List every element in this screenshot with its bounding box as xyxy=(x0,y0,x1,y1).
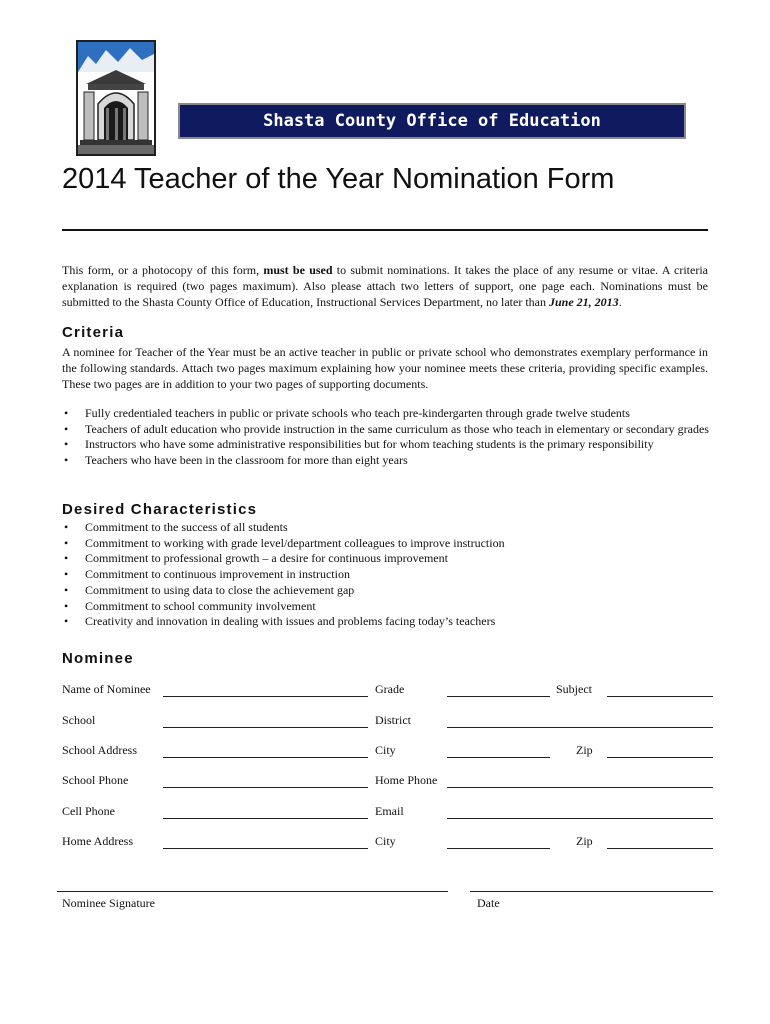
list-item: • Fully credentialed teachers in public or private schools who teach pre-kindergarten through grade twelve students xyxy=(64,406,630,420)
email-label: Email xyxy=(375,804,404,818)
school-label: School xyxy=(62,713,96,727)
list-item: • Creativity and innovation in dealing with issues and problems facing today’s teachers xyxy=(64,614,496,629)
list-item: • Commitment to using data to close the achievement gap xyxy=(64,582,355,597)
zip-label: Zip xyxy=(576,834,593,848)
criteria-heading: Criteria xyxy=(62,324,125,341)
list-item: • Teachers of adult education who provide instruction in the same curriculum as those who teach in elementary or secondary grades xyxy=(64,421,709,436)
email-field[interactable] xyxy=(447,818,713,819)
zip-field[interactable] xyxy=(607,848,713,849)
home-address-field[interactable] xyxy=(163,848,368,849)
city-label: City xyxy=(375,834,396,848)
soe-building-logo xyxy=(76,40,156,156)
school-phone-label: School Phone xyxy=(62,773,129,787)
city-label: City xyxy=(375,743,396,757)
characteristics-heading: Desired Characteristics xyxy=(62,501,258,518)
city-field[interactable] xyxy=(447,757,550,758)
grade-label: Grade xyxy=(375,682,405,696)
criteria-list xyxy=(62,406,712,469)
list-item: • Teachers who have been in the classroom for more than eight years xyxy=(64,453,408,468)
signature-field[interactable] xyxy=(57,891,448,892)
organization-banner: Shasta County Office of Education xyxy=(178,103,686,139)
home-phone-label: Home Phone xyxy=(375,773,438,787)
deadline-date: June 21, 2013 xyxy=(549,295,619,309)
school-address-label: School Address xyxy=(62,743,137,757)
date-field[interactable] xyxy=(470,891,713,892)
characteristics-list xyxy=(62,520,712,630)
signature-label: Nominee Signature xyxy=(62,896,155,910)
cell-phone-field[interactable] xyxy=(163,818,368,819)
school-address-field[interactable] xyxy=(163,757,368,758)
nominee-heading: Nominee xyxy=(62,650,134,667)
date-label: Date xyxy=(477,896,500,910)
school-phone-field[interactable] xyxy=(163,787,368,788)
title-divider xyxy=(62,229,708,231)
cell-phone-label: Cell Phone xyxy=(62,804,115,818)
zip-field[interactable] xyxy=(607,757,713,758)
subject-field[interactable] xyxy=(607,696,713,697)
intro-paragraph: This form, or a photocopy of this form, must be used to submit nominations. It takes the place of any resume or vitae. A criteria explanation is required (two pages maximum). Also please attach two letters of support, one page each. Nominations must be submitted to the Shasta County Office of Education, Instructional Services Department, no later than June 21, 2013. xyxy=(62,263,708,309)
district-field[interactable] xyxy=(447,727,713,728)
page-title: 2014 Teacher of the Year Nomination Form xyxy=(62,163,615,195)
criteria-text: A nominee for Teacher of the Year must be an active teacher in public or private school who demonstrates exemplary performance in the following standards. Attach two pages maximum explaining how your nominee meets these criteria, providing specific examples. These two pages are in addition to your two pages of supporting documents. xyxy=(62,345,708,391)
district-label: District xyxy=(375,713,411,727)
list-item: • Commitment to professional growth – a desire for continuous improvement xyxy=(64,551,448,566)
building-logo-image xyxy=(78,42,154,154)
list-item: • Commitment to the success of all students xyxy=(64,520,288,534)
city-field[interactable] xyxy=(447,848,550,849)
school-field[interactable] xyxy=(163,727,368,728)
name-of-nominee-label: Name of Nominee xyxy=(62,682,151,696)
list-item: • Instructors who have some administrative responsibilities but for whom teaching students is the primary responsibility xyxy=(64,437,654,452)
zip-label: Zip xyxy=(576,743,593,757)
list-item: • Commitment to continuous improvement in instruction xyxy=(64,567,350,582)
list-item: • Commitment to school community involvement xyxy=(64,598,316,613)
grade-field[interactable] xyxy=(447,696,550,697)
list-item: • Commitment to working with grade level/department colleagues to improve instruction xyxy=(64,535,505,550)
must-be-used-emphasis: must be used xyxy=(263,263,333,277)
home-phone-field[interactable] xyxy=(447,787,713,788)
home-address-label: Home Address xyxy=(62,834,133,848)
subject-label: Subject xyxy=(556,682,592,696)
name-of-nominee-field[interactable] xyxy=(163,696,368,697)
